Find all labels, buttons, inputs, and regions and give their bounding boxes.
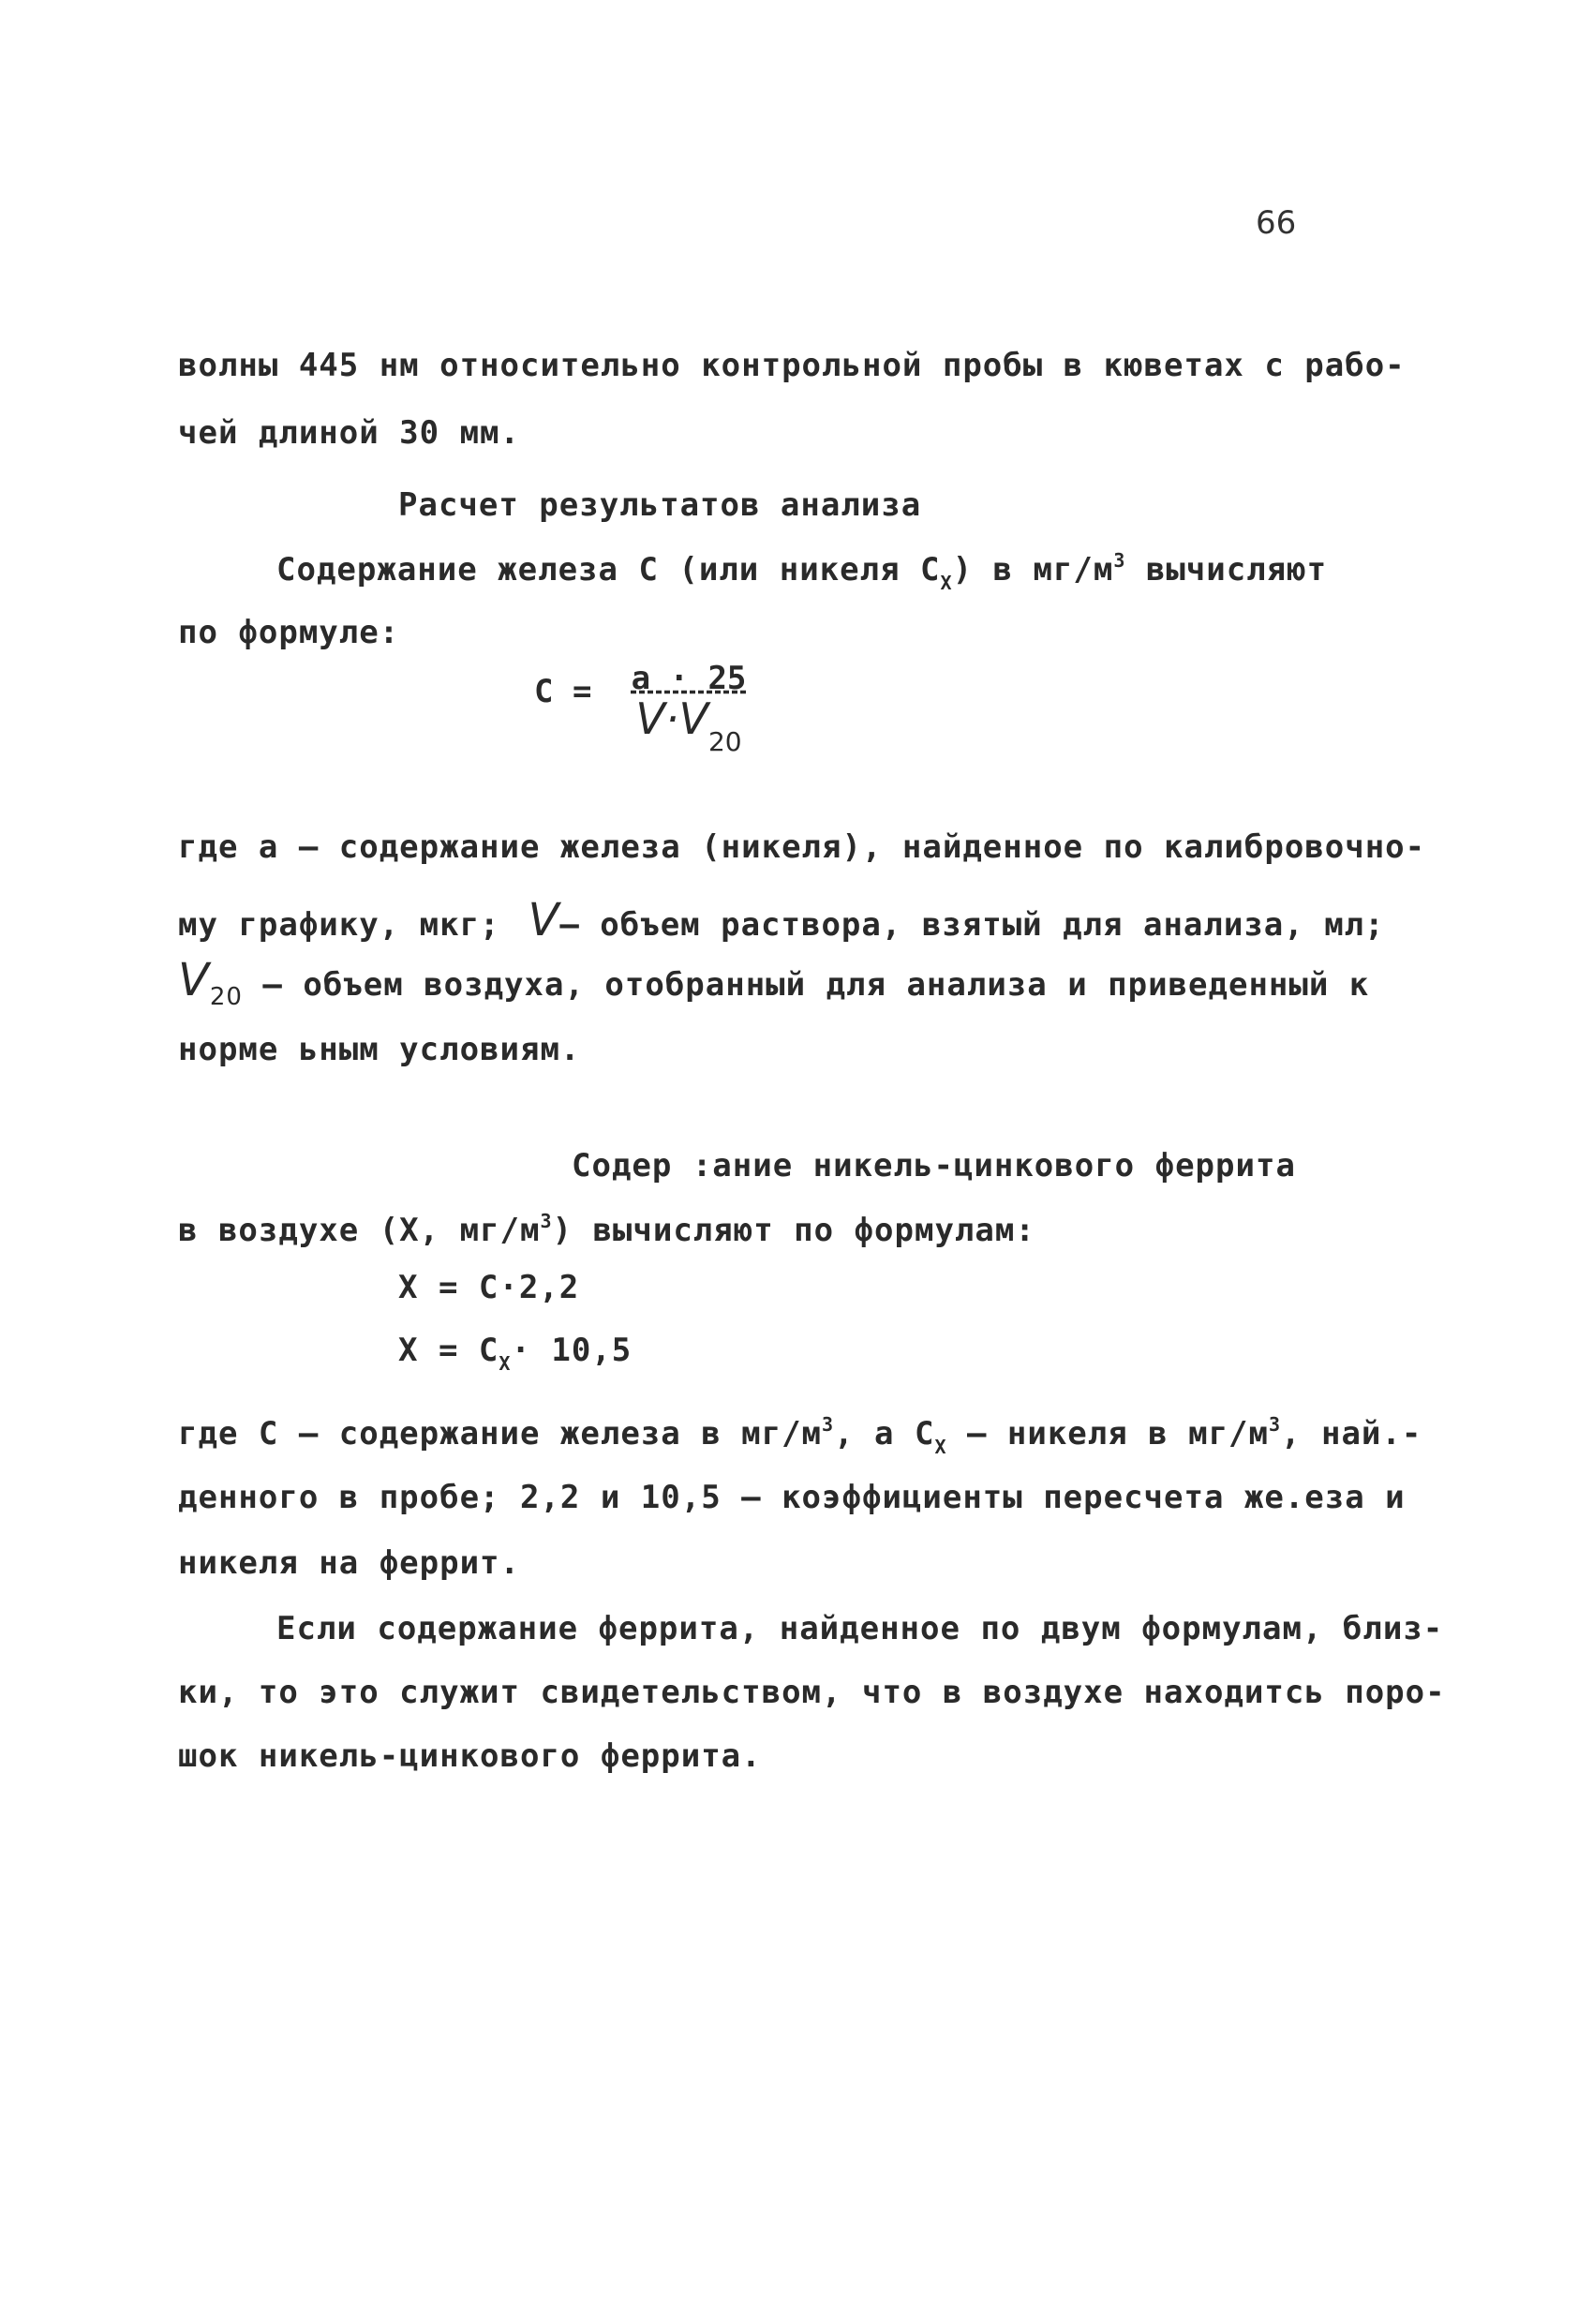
where1-l2-rest: – объем раствора, взятый для анализа, мл; [559,906,1385,944]
calc-intro-a: Содержание железа С (или никеля С [276,551,941,588]
symbol-v20-sub: 20 [209,983,243,1011]
formula-ferrite-nickel-b: · 10,5 [511,1332,633,1369]
where2-line-2: денного в пробе; 2,2 и 10,5 – коэффициенты пересчета же.еза и [178,1479,1406,1516]
calc-intro-b: ) в мг/м [952,551,1114,588]
where1-line-3 [178,954,1370,1011]
calc-intro-line [276,551,1327,592]
where1-line-1: где a – содержание железа (никеля), найденное по калибровочно- [178,828,1426,866]
symbol-v20: V [178,954,210,1006]
section-heading-ferrite: Содер :ание никель-цинкового феррита [572,1147,1296,1184]
where2-line-1 [178,1415,1422,1456]
calc-intro-c: вычисляют [1125,551,1328,588]
conclusion-line-1: Если содержание феррита, найденное по двум формулам, близ- [276,1610,1444,1647]
formula-iron-numerator: a · 25 [631,660,747,697]
symbol-v: V [528,894,560,946]
where2-line-3: никеля на феррит. [178,1544,520,1582]
conclusion-line-2: ки, то это служит свидетельством, что в воздухе находитсь поро- [178,1674,1446,1711]
ferrite-intro-sup: 3 [540,1210,553,1232]
where2-l1-sup2: 3 [1269,1413,1282,1436]
page-number: 66 [1256,204,1297,242]
where2-l1-sub: Х [934,1436,947,1458]
where1-l2-text: му графику, мкг; [178,906,500,944]
where1-line-4: норме ьным условиям. [178,1031,581,1068]
where2-l1-d: , най.- [1281,1415,1422,1452]
where1-l3-text: – объем воздуха, отобранный для анализа и приведенный к [262,966,1370,1004]
text-line-1: волны 445 нм относительно контрольной пробы в кюветах с рабо- [178,347,1406,384]
formula-iron-lhs: С = [534,673,592,710]
calc-intro-sup: 3 [1113,549,1126,572]
where2-l1-sup1: 3 [822,1413,835,1436]
where1-line-2 [178,894,1385,946]
formula-ferrite-nickel [398,1334,632,1373]
ferrite-intro-a: в воздухе (Х, мг/м [178,1212,541,1249]
text-line-2: чей длиной 30 мм. [178,414,520,452]
calc-intro-sub: Х [940,572,953,594]
formula-ferrite-iron: Х = С·2,2 [398,1269,580,1306]
formula-iron-denominator [618,693,759,757]
where2-l1-a: где С – содержание железа в мг/м [178,1415,823,1452]
formula-iron [534,673,591,710]
section-heading-calc: Расчет результатов анализа [398,486,922,524]
calc-intro-line-2: по формуле: [178,614,400,651]
formula-ferrite-nickel-sub: Х [499,1352,512,1375]
formula-ferrite-nickel-a: Х = С [398,1332,499,1369]
formula-iron-fraction [618,660,759,757]
where2-l1-b: , а С [834,1415,935,1452]
ferrite-intro-line [178,1210,1035,1249]
where2-l1-c: – никеля в мг/м [946,1415,1269,1452]
ferrite-intro-b: ) вычисляют по формулам: [552,1212,1035,1249]
formula-iron-den-sub: 20 [707,726,742,757]
formula-iron-den-v: V·V [635,693,708,744]
conclusion-line-3: шок никель-цинкового феррита. [178,1737,762,1775]
